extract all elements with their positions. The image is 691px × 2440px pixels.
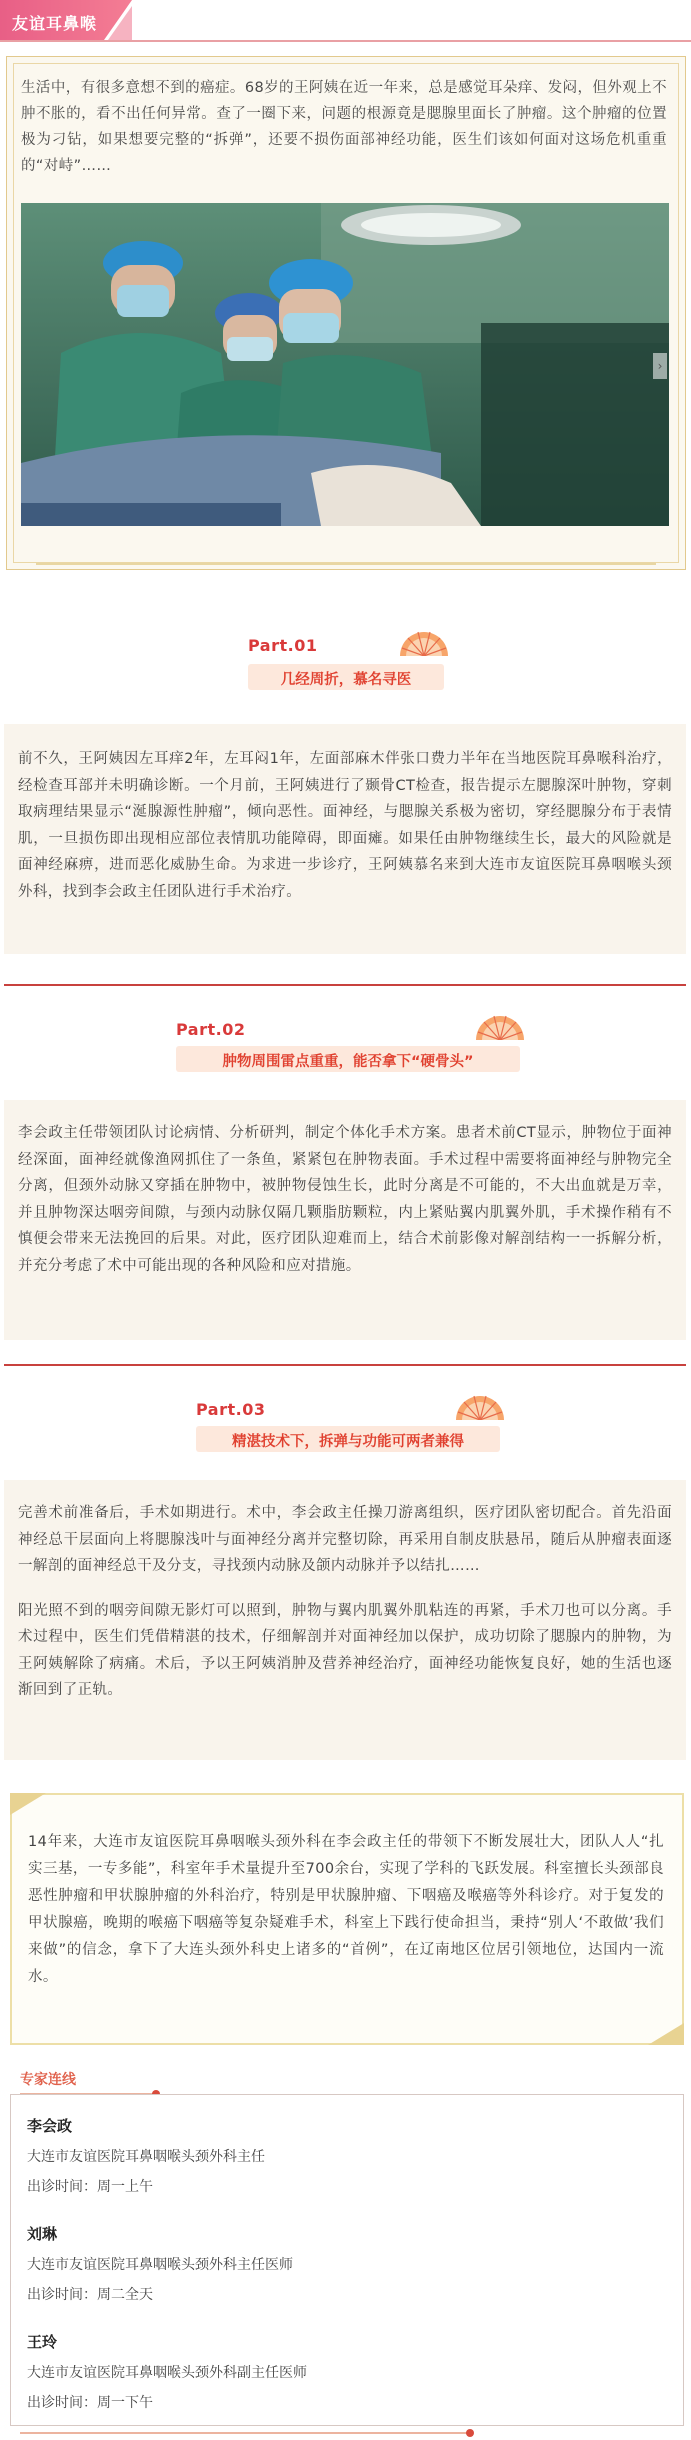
part-1-number: Part.01 — [248, 636, 318, 655]
summary-paragraph: 14年来，大连市友谊医院耳鼻咽喉头颈外科在李会政主任的带领下不断发展壮大，团队人人“扎实三基，一专多能”，科室年手术量提升至700余台，实现了学科的飞跃发展。科室擅长头颈部良恶性肿瘤和甲状腺肿瘤的外科治疗，特别是甲状腺肿瘤、下咽癌及喉癌等外科诊疗。对于复发的甲状腺癌，晚期的喉癌下咽癌等复杂疑难手术，科室上下践行使命担当，秉持“别人‘不敢做’我们来做”的信念，拿下了大连头颈外科史上诸多的“首例”，在辽南地区位居引领地位，达国内一流水。 — [28, 1834, 664, 1985]
corner-ornament — [648, 2023, 684, 2045]
expert-list-box — [10, 2094, 684, 2426]
corner-ornament — [10, 1793, 46, 1815]
surgery-photo — [21, 203, 669, 526]
part-2-paragraph: 李会政主任带领团队讨论病情、分析研判，制定个体化手术方案。患者术前CT显示，肿物位于面神经深面，面神经就像渔网抓住了一条鱼，紧紧包在肿物表面。手术过程中需要将面神经与肿物完全分离，但颈外动脉又穿插在肿物中，被肿物侵蚀生长，此时分离是不可能的，不大出血就是万幸，并且肿物深达咽旁间隙，与颈内动脉仅隔几颗脂肪颗粒，内上紧贴翼内肌翼外肌，手术操作稍有不慎便会带来无法挽回的后果。对此，医疗团队迎难而上，结合术前影像对解剖结构一一拆解分析，并充分考虑了术中可能出现的各种风险和应对措施。 — [18, 1125, 672, 1274]
expert-name: 王玲 — [27, 2333, 58, 2351]
column-tag-label: 友谊耳鼻喉 — [12, 14, 98, 33]
part-2-header — [0, 1010, 691, 1080]
expert-card — [27, 2115, 265, 2206]
expert-name: 刘琳 — [27, 2225, 58, 2243]
surgery-photo-illustration — [21, 203, 669, 526]
fan-icon — [476, 1012, 524, 1040]
expert-card — [27, 2331, 307, 2422]
expert-title: 大连市友谊医院耳鼻咽喉头颈外科主任 — [27, 2149, 265, 2165]
part-3-paragraph-2: 阳光照不到的咽旁间隙无影灯可以照到，肿物与翼内肌翼外肌粘连的再紧，手术刀也可以分离。手术过程中，医生们凭借精湛的技术，仔细解剖并对面神经加以保护，成功切除了腮腺内的肿物，为王阿姨解除了病痛。术后，予以王阿姨消肿及营养神经治疗，面神经功能恢复良好，她的生活也逐渐回到了正轨。 — [18, 1602, 672, 1698]
expert-name: 李会政 — [27, 2117, 73, 2135]
expert-section-label: 专家连线 — [20, 2072, 76, 2088]
header-divider — [0, 40, 691, 42]
part-2-divider — [4, 1364, 686, 1366]
fan-icon — [400, 628, 448, 656]
column-tag — [0, 0, 132, 40]
expert-clinic-time: 出诊时间：周二全天 — [27, 2287, 153, 2303]
expert-clinic-time: 出诊时间：周一上午 — [27, 2179, 153, 2195]
expert-clinic-time: 出诊时间：周一下午 — [27, 2395, 153, 2411]
expert-dot — [466, 2429, 474, 2437]
intro-card-ornament — [36, 558, 656, 570]
intro-card — [6, 56, 686, 570]
expert-title: 大连市友谊医院耳鼻咽喉头颈外科副主任医师 — [27, 2365, 307, 2381]
photo-next-arrow[interactable]: › — [653, 353, 667, 379]
part-3-section — [4, 1480, 686, 1760]
part-1-divider — [4, 984, 686, 986]
intro-paragraph: 生活中，有很多意想不到的癌症。68岁的王阿姨在近一年来，总是感觉耳朵痒、发闷，但外观上不肿不胀的，看不出任何异常。查了一圈下来，问题的根源竟是腮腺里面长了肿瘤。这个肿瘤的位置极为刁钻，如果想要完整的“拆弹”，还要不损伤面部神经功能，医生们该如何面对这场危机重重的“对峙”…… — [21, 80, 667, 174]
part-2-section — [4, 1100, 686, 1340]
expert-card — [27, 2223, 293, 2314]
expert-title: 大连市友谊医院耳鼻咽喉头颈外科主任医师 — [27, 2257, 293, 2273]
part-1-title-bar — [248, 664, 444, 690]
part-1-section — [4, 724, 686, 954]
part-2-title: 肿物周围雷点重重，能否拿下“硬骨头” — [222, 1054, 474, 1070]
summary-card — [10, 1793, 684, 2045]
part-3-number: Part.03 — [196, 1400, 266, 1419]
part-1-title: 几经周折，慕名寻医 — [280, 672, 412, 688]
part-3-header — [0, 1390, 691, 1460]
part-3-paragraph: 完善术前准备后，手术如期进行。术中，李会政主任操刀游离组织，医疗团队密切配合。首先沿面神经总干层面向上将腮腺浅叶与面神经分离并完整切除，再采用自制皮肤悬吊，随后从肿瘤表面逐一解剖的面神经总干及分支，寻找颈内动脉及颌内动脉并予以结扎…… — [18, 1505, 672, 1574]
part-3-title-bar — [196, 1426, 500, 1452]
part-3-title: 精湛技术下，拆弹与功能可两者兼得 — [232, 1434, 464, 1450]
part-1-header — [0, 628, 691, 698]
part-2-title-bar — [176, 1046, 520, 1072]
part-1-paragraph: 前不久，王阿姨因左耳痒2年，左耳闷1年，左面部麻木伴张口费力半年在当地医院耳鼻喉科治疗，经检查耳部并未明确诊断。一个月前，王阿姨进行了颞骨CT检查，报告提示左腮腺深叶肿物，穿刺取病理结果显示“涎腺源性肿瘤”，倾向恶性。面神经，与腮腺关系极为密切，穿经腮腺分布于表情肌，一旦损伤即出现相应部位表情肌功能障碍，即面瘫。如果任由肿物继续生长，最大的风险就是面神经麻痹，进而恶化威胁生命。为求进一步诊疗，王阿姨慕名来到大连市友谊医院耳鼻咽喉头颈外科，找到李会政主任团队进行手术治疗。 — [18, 751, 672, 900]
part-2-number: Part.02 — [176, 1020, 246, 1039]
expert-bottom-line — [20, 2432, 470, 2434]
fan-icon — [456, 1392, 504, 1420]
